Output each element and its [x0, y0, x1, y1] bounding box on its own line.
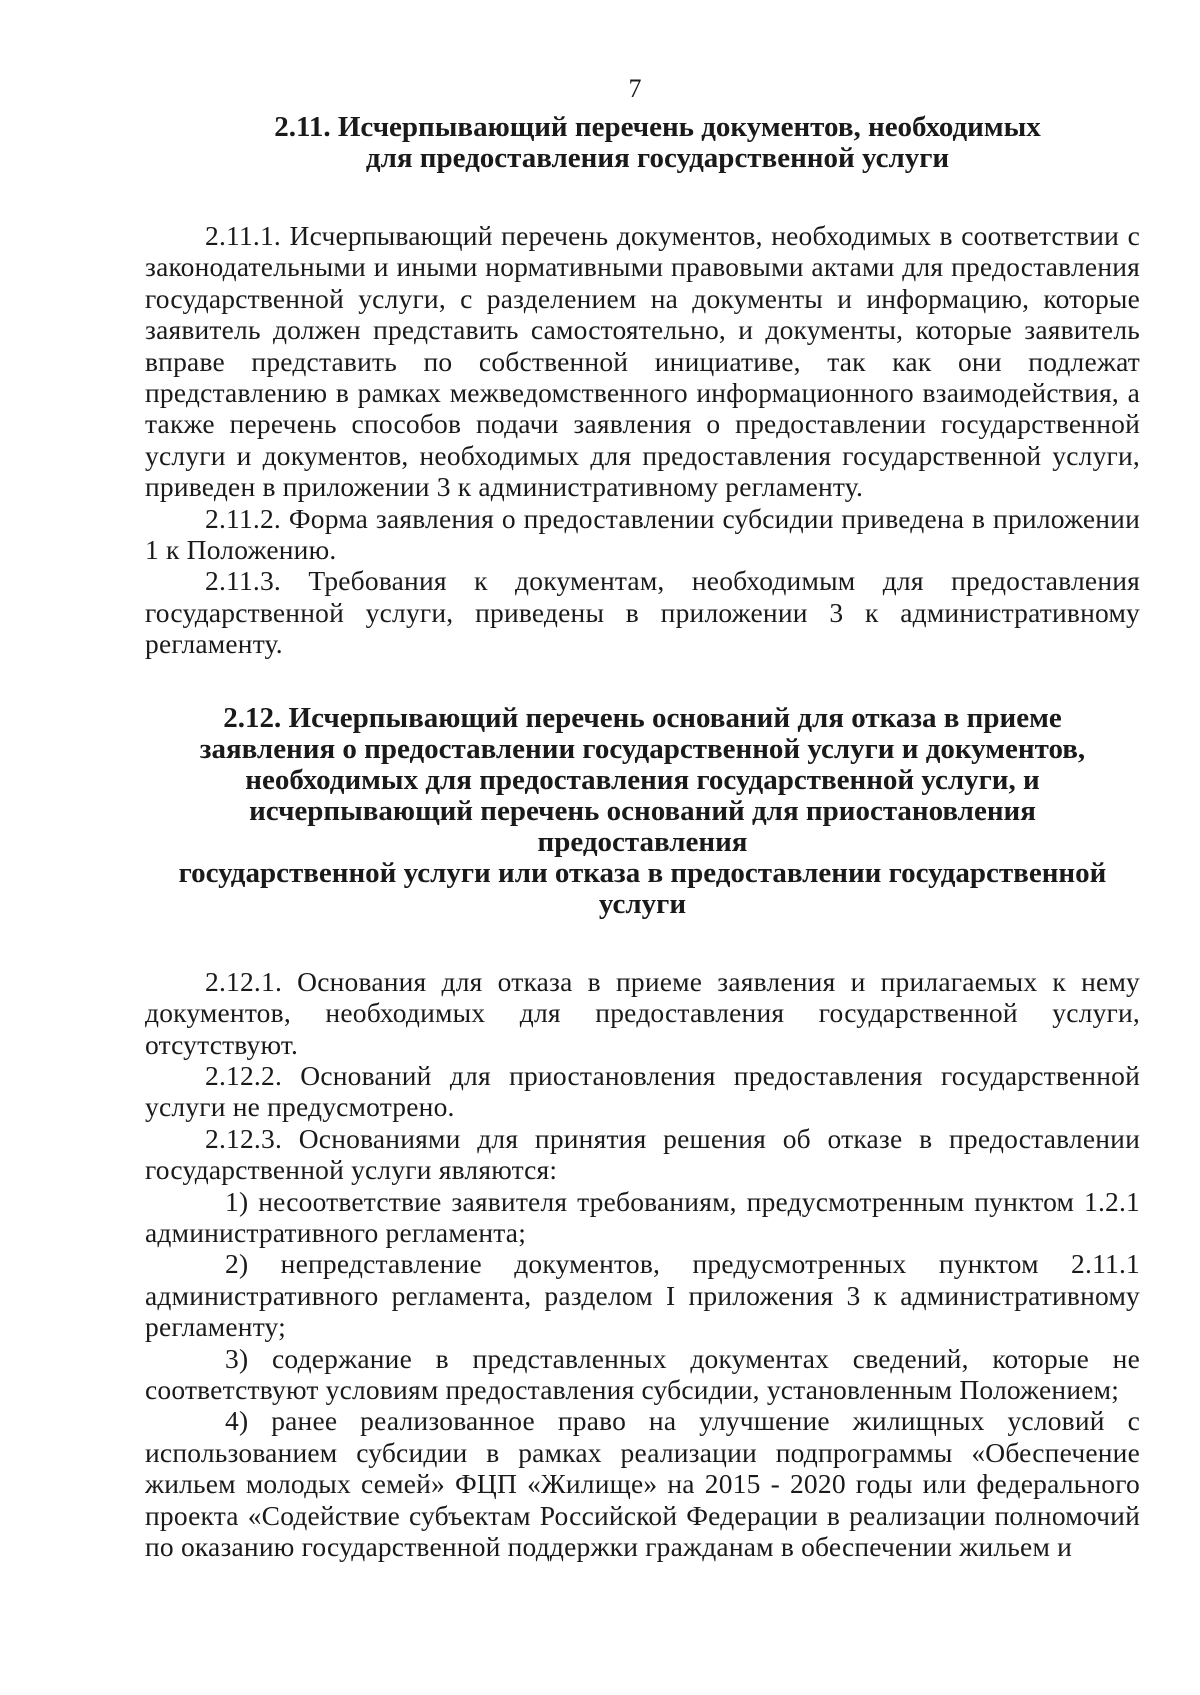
- list-item: 3) содержание в представленных документах сведений, которые не соответствуют условиям предоставления субсидии, установленным Положением;: [145, 1342, 1140, 1405]
- paragraph-2-12-3: 2.12.3. Основаниями для принятия решения об отказе в предоставлении государственной услуги являются:: [145, 1122, 1140, 1186]
- heading-line: 2.12. Исчерпывающий перечень оснований для отказа в приеме: [223, 701, 1062, 734]
- list-item: 2) непредставление документов, предусмотренных пунктом 2.11.1 административного регламента, разделом I приложения 3 к административному регламенту;: [145, 1248, 1140, 1343]
- section-2-12-body: [145, 966, 1140, 1563]
- paragraph-2-12-2: 2.12.2. Оснований для приостановления предоставления государственной услуги не предусмотрено.: [145, 1059, 1140, 1123]
- section-2-11-body: [145, 220, 1140, 660]
- page-number: 7: [628, 74, 642, 103]
- list-item: 1) несоответствие заявителя требованиям, предусмотренным пунктом 1.2.1 административного регламента;: [145, 1185, 1140, 1248]
- paragraph-2-12-1: 2.12.1. Основания для отказа в приеме заявления и прилагаемых к нему документов, необходимых для предоставления государственной услуги, отсутствуют.: [145, 965, 1140, 1060]
- list-item: 4) ранее реализованное право на улучшение жилищных условий с использованием субсидии в рамках реализации подпрограммы «Обеспечение жильем молодых семей» ФЦП «Жилище» на 2015 - 2020 годы или федерального проекта «Содействие субъектам Российской Федерации в реализации полномочий по оказанию государственной поддержки гражданам в обеспечении жильем и: [145, 1405, 1140, 1562]
- heading-line: заявления о предоставлении государственной услуги и документов,: [199, 732, 1086, 765]
- heading-line: исчерпывающий перечень оснований для приостановления предоставления: [249, 794, 1036, 858]
- section-heading-2-11: [145, 112, 1140, 174]
- heading-line: 2.11. Исчерпывающий перечень документов, необходимых: [274, 111, 1041, 143]
- paragraph-2-11-1: 2.11.1. Исчерпывающий перечень документов, необходимых в соответствии с законодательными и иными нормативными правовыми актами для предоставления государственной услуги, с разделением на документы и информацию, которые заявитель должен представить самостоятельно, и документы, которые заявитель вправе представить по собственной инициативе, так как они подлежат представлению в рамках межведомственного информационного взаимодействия, а также перечень способов подачи заявления о предоставлении государственной услуги и документов, необходимых для предоставления государственной услуги, приведен в приложении 3 к административному регламенту.: [145, 220, 1140, 503]
- heading-line: для предоставления государственной услуги: [365, 142, 950, 174]
- paragraph-2-11-2: 2.11.2. Форма заявления о предоставлении субсидии приведена в приложении 1 к Положению.: [145, 502, 1140, 566]
- heading-line: государственной услуги или отказа в предоставлении государственной: [178, 856, 1107, 889]
- heading-line: необходимых для предоставления государственной услуги, и: [245, 763, 1040, 796]
- section-heading-2-12: [145, 703, 1140, 920]
- document-body: [145, 112, 1140, 1562]
- heading-line: услуги: [598, 887, 687, 920]
- paragraph-2-11-3: 2.11.3. Требования к документам, необходимым для предоставления государственной услуги, приведены в приложении 3 к административному регламенту.: [145, 565, 1140, 660]
